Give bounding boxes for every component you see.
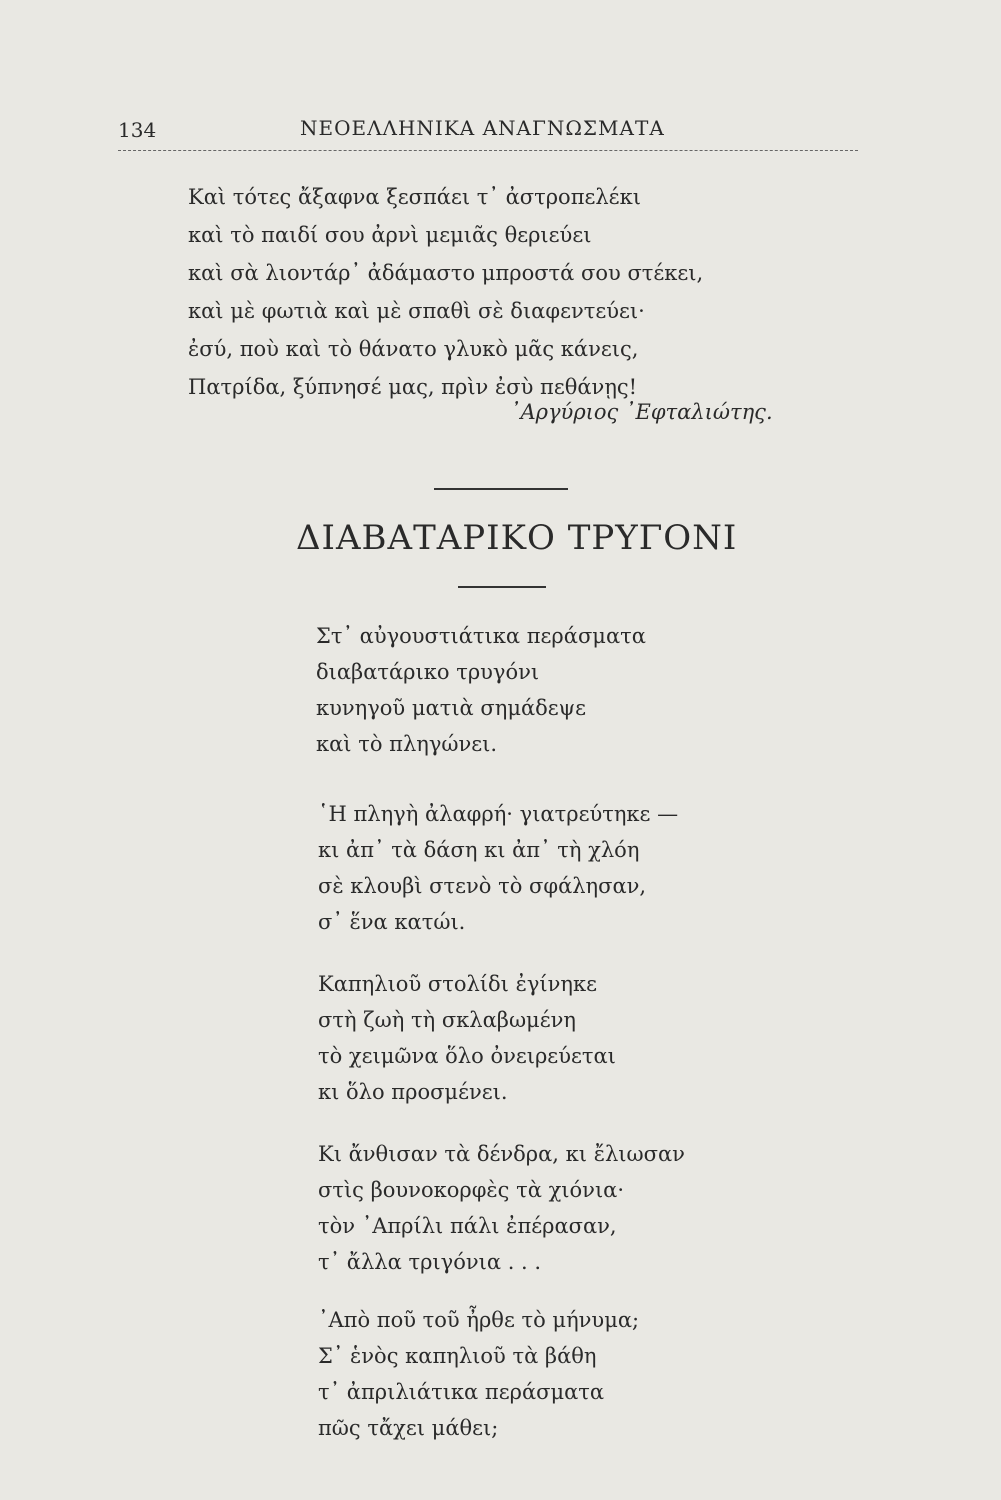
page-header [118,112,858,152]
poem-title: ΔΙΑΒΑΤΑΡΙΚΟ ΤΡΥΓΟΝΙ [296,518,738,558]
verse-line: καὶ μὲ φωτιὰ καὶ μὲ σπαθὶ σὲ διαφεντεύει· [188,299,645,323]
verse-line: καὶ τὸ πληγώνει. [316,732,498,756]
verse-line: στὶς βουνοκορφὲς τὰ χιόνια· [318,1178,625,1202]
verse-line: κι ἀπ᾽ τὰ δάση κι ἀπ᾽ τὴ χλόη [318,838,640,862]
verse-line: καὶ τὸ παιδί σου ἀρνὶ μεμιᾶς θεριεύει [188,223,592,247]
verse-line: σὲ κλουβὶ στενὸ τὸ σφάλησαν, [318,874,647,898]
verse-line: τ᾽ ἀπριλιάτικα περάσματα [318,1380,605,1404]
verse-line: ἐσύ, ποὺ καὶ τὸ θάνατο γλυκὸ μᾶς κάνεις, [188,337,639,361]
stanza-3 [318,966,616,1110]
verse-line: Καπηλιοῦ στολίδι ἐγίνηκε [318,972,597,996]
verse-line: στὴ ζωὴ τὴ σκλαβωμένη [318,1008,576,1032]
stanza-4 [318,1136,685,1280]
verse-line: Καὶ τότες ἄξαφνα ξεσπάει τ᾽ ἀστροπελέκι [188,185,641,209]
page-number: 134 [118,118,157,142]
previous-poem-ending [188,178,703,406]
running-title: ΝΕΟΕΛΛΗΝΙΚΑ ΑΝΑΓΝΩΣΜΑΤΑ [300,116,665,140]
verse-line: Σ᾽ ἑνὸς καπηλιοῦ τὰ βάθη [318,1344,597,1368]
verse-line: καὶ σὰ λιοντάρ᾽ ἀδάμαστο μπροστά σου στέκει, [188,261,704,285]
header-rule [118,150,858,151]
separator-rule [434,488,568,490]
verse-line: Στ᾽ αὐγουστιάτικα περάσματα [316,624,646,648]
verse-line: Πατρίδα, ξύπνησέ μας, πρὶν ἐσὺ πεθάνῃς! [188,375,638,399]
stanza-5 [318,1302,639,1446]
stanza-1 [316,618,646,762]
verse-line: κυνηγοῦ ματιὰ σημάδεψε [316,696,587,720]
author-signature: ᾽Αργύριος ᾽Εφταλιώτης. [510,400,773,424]
verse-line: τὸ χειμῶνα ὅλο ὀνειρεύεται [318,1044,616,1068]
verse-line: κι ὅλο προσμένει. [318,1080,508,1104]
verse-line: ᾽Απὸ ποῦ τοῦ ἦρθε τὸ μήνυμα; [318,1308,640,1332]
verse-line: τὸν ᾽Απρίλι πάλι ἐπέρασαν, [318,1214,617,1238]
title-rule [458,586,546,588]
stanza-2 [318,796,678,940]
verse-line: τ᾽ ἄλλα τριγόνια . . . [318,1250,542,1274]
verse-line: Κι ἄνθισαν τὰ δένδρα, κι ἔλιωσαν [318,1142,685,1166]
verse-line: σ᾽ ἕνα κατώι. [318,910,466,934]
verse-line: διαβατάρικο τρυγόνι [316,660,540,684]
verse-line: πῶς τἄχει μάθει; [318,1416,499,1440]
verse-line: ῾Η πληγὴ ἀλαφρή· γιατρεύτηκε — [318,802,679,826]
